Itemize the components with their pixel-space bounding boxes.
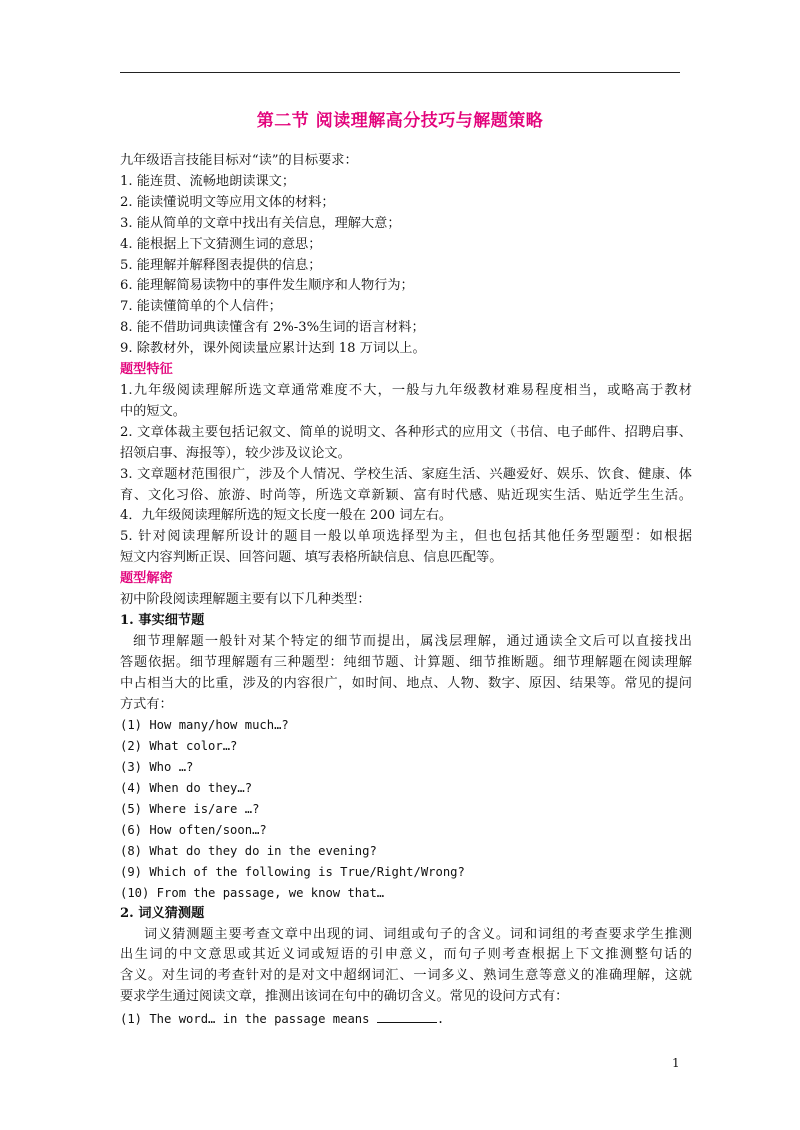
question-item: (5) Where is/are …? — [120, 802, 260, 817]
features-line: 招领启事、海报等），较少涉及议论文。 — [120, 445, 351, 461]
features-paragraphs — [120, 381, 692, 569]
goal-item: 3. 能从简单的文章中找出有关信息，理解大意； — [120, 215, 401, 231]
section2-question — [120, 1008, 692, 1030]
section1-paragraph — [120, 632, 692, 716]
goal-item: 8. 能不借助词典读懂含有 2%-3%生词的语言材料； — [120, 320, 425, 336]
intro-line: 九年级语言技能目标对“读”的目标要求： — [120, 153, 358, 168]
decode-heading: 题型解密 — [120, 571, 173, 587]
goal-item: 1. 能连贯、流畅地朗读课文； — [120, 173, 296, 189]
goal-item: 2. 能读懂说明文等应用文体的材料； — [120, 194, 335, 210]
features-line: 短文内容判断正误、回答问题、填写表格所缺信息、信息匹配等。 — [120, 550, 503, 566]
goals-list — [120, 172, 692, 360]
question-text: (1) The word… in the passage means — [120, 1012, 370, 1027]
section1-heading: 1. 事实细节题 — [120, 612, 205, 628]
goal-item: 5. 能理解并解释图表提供的信息； — [120, 257, 322, 273]
features-line: 1.九年级阅读理解所选文章通常难度不大，一般与九年级教材难易程度相当，或略高于教材 — [120, 382, 692, 398]
section2-line: 含义。对生词的考查针对的是对文中超纲词汇、一词多义、熟词生意等意义的准确理解，这就 — [120, 968, 692, 984]
page-number: 1 — [672, 1056, 680, 1070]
section2-line: 词义猜测题主要考查文章中出现的词、词组或句子的含义。词和词组的考查要求学生推测 — [144, 926, 692, 942]
question-item: (3) Who …? — [120, 760, 194, 775]
question-item: (6) How often/soon…? — [120, 823, 267, 837]
section2-heading: 2. 词义猜测题 — [120, 905, 205, 921]
features-line: 3. 文章题材范围很广，涉及个人情况、学校生活、家庭生活、兴趣爱好、娱乐、饮食、健康、体 — [120, 466, 692, 482]
features-line: 育、文化习俗、旅游、时尚等，所选文章新颖、富有时代感、贴近现实生活、贴近学生生活。 — [120, 487, 692, 503]
question-item: (2) What color…? — [120, 739, 238, 754]
answer-blank — [377, 1008, 437, 1023]
features-line: 2. 文章体裁主要包括记叙文、简单的说明文、各种形式的应用文（书信、电子邮件、招聘启事、 — [120, 424, 692, 440]
section1-line: 细节理解题一般针对某个特定的细节而提出，属浅层理解，通过通读全文后可以直接找出 — [133, 633, 692, 649]
goal-item: 4. 能根据上下文猜测生词的意思； — [120, 236, 322, 252]
document-body — [120, 151, 692, 1030]
question-item: (8) What do they do in the evening? — [120, 843, 377, 858]
features-line: 5. 针对阅读理解所设计的题目一般以单项选择型为主，但也包括其他任务型题型：如根据 — [120, 529, 692, 545]
question-item: (10) From the passage, we know that… — [120, 885, 385, 900]
goal-item: 9. 除教材外，课外阅读量应累计达到 18 万词以上。 — [120, 341, 426, 357]
section2-line: 出生词的中文意思或其近义词或短语的引申意义，而句子则考查根据上下文推测整句话的 — [120, 947, 692, 963]
features-line: 4．九年级阅读理解所选的短文长度一般在 200 词左右。 — [120, 508, 453, 524]
features-heading: 题型特征 — [120, 362, 173, 378]
question-item: (9) Which of the following is True/Right/Wrong? — [120, 864, 465, 879]
question-item: (1) How many/how much…? — [120, 718, 289, 733]
page-title: 第二节 阅读理解高分技巧与解题策略 — [256, 111, 544, 131]
question-item: (4) When do they…? — [120, 781, 253, 796]
header-rule — [120, 72, 680, 73]
goal-item: 7. 能读懂简单的个人信件； — [120, 299, 282, 315]
question-end: . — [436, 1012, 445, 1027]
goal-item: 6. 能理解简易读物中的事件发生顺序和人物行为； — [120, 278, 414, 294]
section1-line: 方式有： — [120, 696, 173, 712]
decode-intro: 初中阶段阅读理解题主要有以下几种类型： — [120, 592, 371, 608]
section1-questions — [120, 715, 692, 903]
features-line: 中的短文。 — [120, 403, 186, 419]
section2-paragraph — [120, 925, 692, 1009]
section2-line: 要求学生通过阅读文章，推测出该词在句中的确切含义。常见的设问方式有： — [120, 989, 569, 1005]
section1-line: 中占相当大的比重，涉及的内容很广，如时间、地点、人物、数字、原因、结果等。常见的提问 — [120, 675, 692, 691]
section1-line: 答题依据。细节理解题有三种题型：纯细节题、计算题、细节推断题。细节理解题在阅读理解 — [120, 654, 692, 670]
